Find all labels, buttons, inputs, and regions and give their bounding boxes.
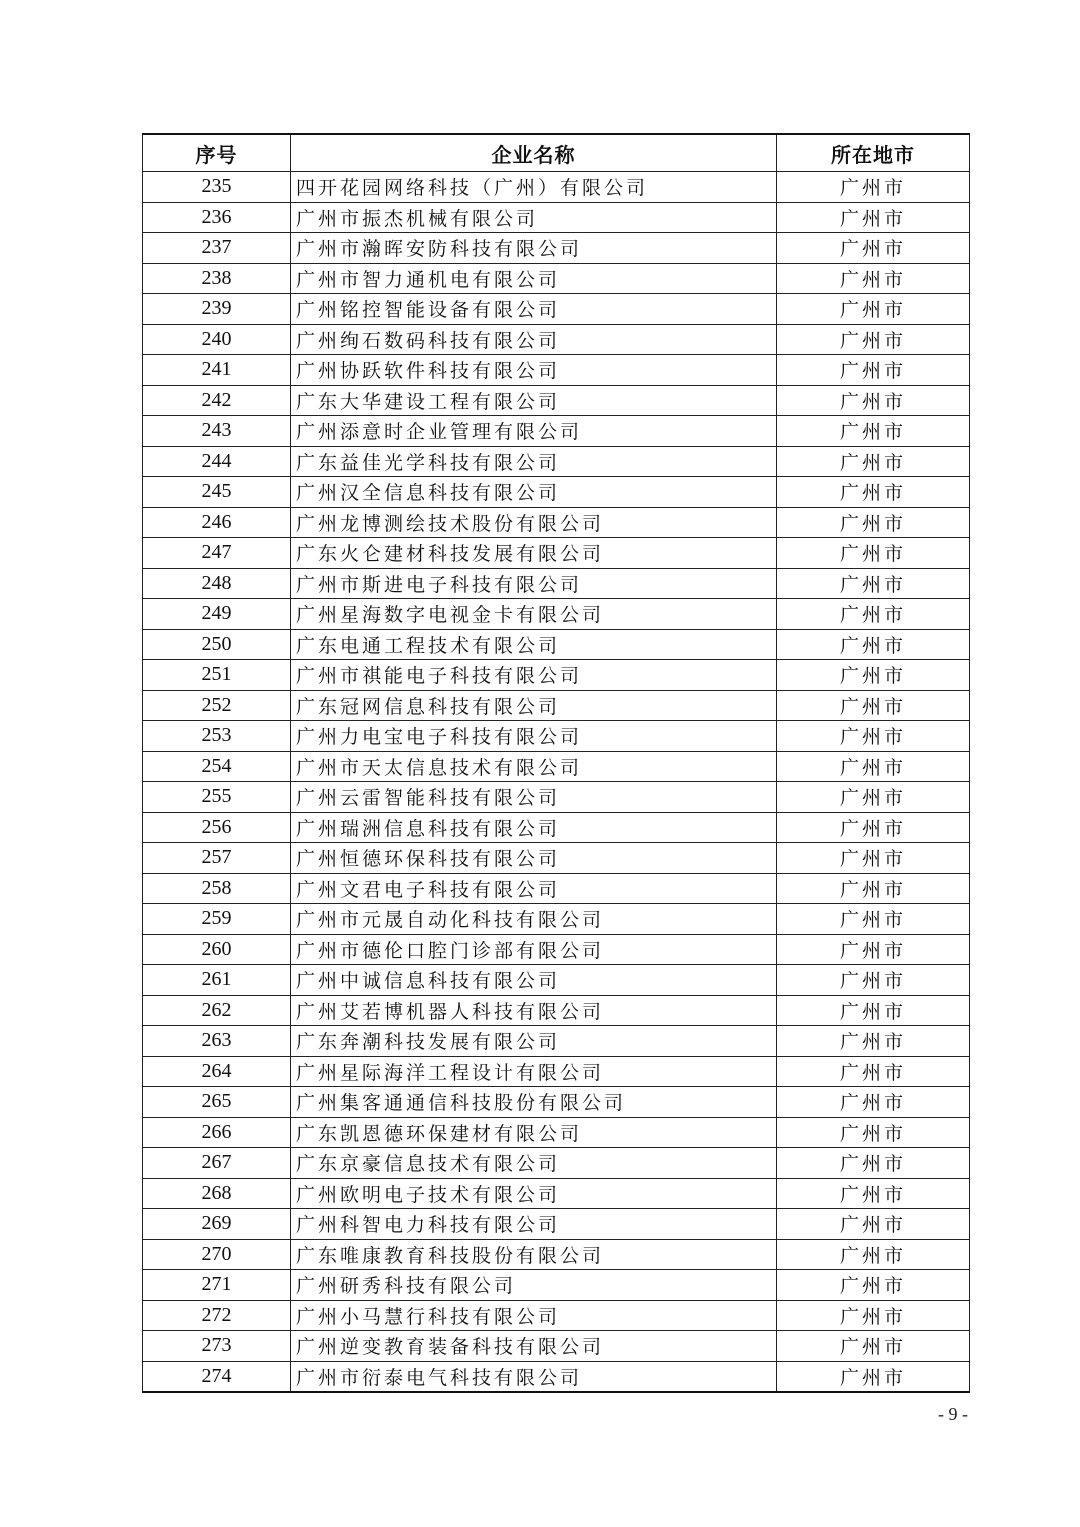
row-company-name: 广东电通工程技术有限公司 [291, 629, 777, 660]
row-index: 267 [143, 1148, 291, 1179]
row-company-name: 广州艾若博机器人科技有限公司 [291, 995, 777, 1026]
row-index: 239 [143, 294, 291, 325]
table-row [143, 263, 970, 294]
row-index: 261 [143, 965, 291, 996]
row-index: 240 [143, 324, 291, 355]
row-index: 268 [143, 1178, 291, 1209]
row-city: 广州市 [777, 294, 970, 325]
header-index: 序号 [143, 134, 291, 172]
table-row [143, 751, 970, 782]
row-city: 广州市 [777, 1209, 970, 1240]
row-city: 广州市 [777, 934, 970, 965]
row-city: 广州市 [777, 1178, 970, 1209]
row-city: 广州市 [777, 1361, 970, 1392]
row-city: 广州市 [777, 1239, 970, 1270]
row-city: 广州市 [777, 995, 970, 1026]
table-row [143, 599, 970, 630]
row-company-name: 广州汉全信息科技有限公司 [291, 477, 777, 508]
row-city: 广州市 [777, 1270, 970, 1301]
table-header [143, 134, 970, 172]
table-row [143, 1270, 970, 1301]
row-company-name: 广州瑞洲信息科技有限公司 [291, 812, 777, 843]
header-city: 所在地市 [777, 134, 970, 172]
row-index: 262 [143, 995, 291, 1026]
row-city: 广州市 [777, 629, 970, 660]
row-index: 244 [143, 446, 291, 477]
row-company-name: 广州集客通通信科技股份有限公司 [291, 1087, 777, 1118]
row-index: 257 [143, 843, 291, 874]
row-index: 237 [143, 233, 291, 264]
row-company-name: 广州市德伦口腔门诊部有限公司 [291, 934, 777, 965]
table-row [143, 233, 970, 264]
table-row [143, 1026, 970, 1057]
row-index: 255 [143, 782, 291, 813]
row-index: 271 [143, 1270, 291, 1301]
row-index: 253 [143, 721, 291, 752]
row-index: 274 [143, 1361, 291, 1392]
row-index: 238 [143, 263, 291, 294]
page-number: - 9 - [938, 1404, 968, 1424]
row-index: 242 [143, 385, 291, 416]
row-company-name: 广州市瀚晖安防科技有限公司 [291, 233, 777, 264]
row-city: 广州市 [777, 568, 970, 599]
table-row [143, 202, 970, 233]
row-index: 270 [143, 1239, 291, 1270]
row-company-name: 广州小马慧行科技有限公司 [291, 1300, 777, 1331]
table-row [143, 782, 970, 813]
row-company-name: 广州中诚信息科技有限公司 [291, 965, 777, 996]
row-company-name: 广东奔潮科技发展有限公司 [291, 1026, 777, 1057]
row-company-name: 广州星海数字电视金卡有限公司 [291, 599, 777, 630]
row-city: 广州市 [777, 233, 970, 264]
row-company-name: 广东唯康教育科技股份有限公司 [291, 1239, 777, 1270]
table-row [143, 355, 970, 386]
row-city: 广州市 [777, 538, 970, 569]
row-company-name: 广州研秀科技有限公司 [291, 1270, 777, 1301]
table-row [143, 172, 970, 203]
header-company-name: 企业名称 [291, 134, 777, 172]
table-row [143, 538, 970, 569]
row-city: 广州市 [777, 172, 970, 203]
table-row [143, 1361, 970, 1392]
table-row [143, 1056, 970, 1087]
row-city: 广州市 [777, 843, 970, 874]
row-index: 246 [143, 507, 291, 538]
row-company-name: 四开花园网络科技（广州）有限公司 [291, 172, 777, 203]
row-company-name: 广州云雷智能科技有限公司 [291, 782, 777, 813]
row-city: 广州市 [777, 873, 970, 904]
row-company-name: 广东大华建设工程有限公司 [291, 385, 777, 416]
row-city: 广州市 [777, 324, 970, 355]
row-city: 广州市 [777, 1056, 970, 1087]
row-company-name: 广州星际海洋工程设计有限公司 [291, 1056, 777, 1087]
table-body [143, 172, 970, 1393]
table-row [143, 1178, 970, 1209]
row-company-name: 广州市天太信息技术有限公司 [291, 751, 777, 782]
table-row [143, 1300, 970, 1331]
table-row [143, 812, 970, 843]
row-city: 广州市 [777, 1148, 970, 1179]
row-index: 236 [143, 202, 291, 233]
row-index: 259 [143, 904, 291, 935]
table-row [143, 294, 970, 325]
table-row [143, 1148, 970, 1179]
row-city: 广州市 [777, 751, 970, 782]
row-company-name: 广东冠网信息科技有限公司 [291, 690, 777, 721]
table-row [143, 385, 970, 416]
row-city: 广州市 [777, 965, 970, 996]
row-city: 广州市 [777, 1300, 970, 1331]
row-company-name: 广州市斯进电子科技有限公司 [291, 568, 777, 599]
row-city: 广州市 [777, 1331, 970, 1362]
table-row [143, 660, 970, 691]
table-row [143, 568, 970, 599]
row-company-name: 广州绚石数码科技有限公司 [291, 324, 777, 355]
row-company-name: 广州文君电子科技有限公司 [291, 873, 777, 904]
table-row [143, 1117, 970, 1148]
row-company-name: 广东凯恩德环保建材有限公司 [291, 1117, 777, 1148]
row-city: 广州市 [777, 202, 970, 233]
row-company-name: 广东火仑建材科技发展有限公司 [291, 538, 777, 569]
table-row [143, 843, 970, 874]
row-city: 广州市 [777, 263, 970, 294]
row-city: 广州市 [777, 1087, 970, 1118]
row-company-name: 广州科智电力科技有限公司 [291, 1209, 777, 1240]
table-row [143, 324, 970, 355]
row-index: 272 [143, 1300, 291, 1331]
table-row [143, 1239, 970, 1270]
table-row [143, 934, 970, 965]
row-company-name: 广州添意时企业管理有限公司 [291, 416, 777, 447]
row-company-name: 广东京豪信息技术有限公司 [291, 1148, 777, 1179]
row-city: 广州市 [777, 416, 970, 447]
row-company-name: 广州协跃软件科技有限公司 [291, 355, 777, 386]
row-company-name: 广州欧明电子技术有限公司 [291, 1178, 777, 1209]
table-row [143, 904, 970, 935]
row-city: 广州市 [777, 904, 970, 935]
row-city: 广州市 [777, 599, 970, 630]
header-row [143, 134, 970, 172]
table-row [143, 446, 970, 477]
row-company-name: 广州龙博测绘技术股份有限公司 [291, 507, 777, 538]
row-city: 广州市 [777, 812, 970, 843]
row-city: 广州市 [777, 782, 970, 813]
table-row [143, 1209, 970, 1240]
row-city: 广州市 [777, 1117, 970, 1148]
row-company-name: 广州市振杰机械有限公司 [291, 202, 777, 233]
row-company-name: 广州恒德环保科技有限公司 [291, 843, 777, 874]
table-row [143, 995, 970, 1026]
row-company-name: 广州铭控智能设备有限公司 [291, 294, 777, 325]
row-index: 265 [143, 1087, 291, 1118]
row-index: 251 [143, 660, 291, 691]
row-city: 广州市 [777, 690, 970, 721]
company-list-table [142, 133, 970, 1393]
row-company-name: 广州逆变教育装备科技有限公司 [291, 1331, 777, 1362]
row-city: 广州市 [777, 1026, 970, 1057]
row-company-name: 广州市衍泰电气科技有限公司 [291, 1361, 777, 1392]
table-row [143, 1087, 970, 1118]
row-index: 243 [143, 416, 291, 447]
row-index: 266 [143, 1117, 291, 1148]
row-index: 256 [143, 812, 291, 843]
row-index: 241 [143, 355, 291, 386]
row-index: 252 [143, 690, 291, 721]
row-index: 260 [143, 934, 291, 965]
table-row [143, 721, 970, 752]
table-row [143, 629, 970, 660]
table-row [143, 507, 970, 538]
row-company-name: 广州市智力通机电有限公司 [291, 263, 777, 294]
row-index: 264 [143, 1056, 291, 1087]
row-city: 广州市 [777, 477, 970, 508]
row-index: 245 [143, 477, 291, 508]
table-row [143, 690, 970, 721]
table-row [143, 1331, 970, 1362]
row-index: 235 [143, 172, 291, 203]
row-index: 273 [143, 1331, 291, 1362]
table-row [143, 873, 970, 904]
row-company-name: 广东益佳光学科技有限公司 [291, 446, 777, 477]
row-company-name: 广州力电宝电子科技有限公司 [291, 721, 777, 752]
row-company-name: 广州市祺能电子科技有限公司 [291, 660, 777, 691]
table-row [143, 477, 970, 508]
row-city: 广州市 [777, 721, 970, 752]
row-index: 248 [143, 568, 291, 599]
row-index: 263 [143, 1026, 291, 1057]
row-index: 249 [143, 599, 291, 630]
row-city: 广州市 [777, 507, 970, 538]
row-city: 广州市 [777, 385, 970, 416]
table-row [143, 965, 970, 996]
row-city: 广州市 [777, 446, 970, 477]
row-city: 广州市 [777, 355, 970, 386]
table-row [143, 416, 970, 447]
row-index: 250 [143, 629, 291, 660]
row-index: 254 [143, 751, 291, 782]
row-company-name: 广州市元晟自动化科技有限公司 [291, 904, 777, 935]
row-index: 247 [143, 538, 291, 569]
row-city: 广州市 [777, 660, 970, 691]
row-index: 258 [143, 873, 291, 904]
row-index: 269 [143, 1209, 291, 1240]
